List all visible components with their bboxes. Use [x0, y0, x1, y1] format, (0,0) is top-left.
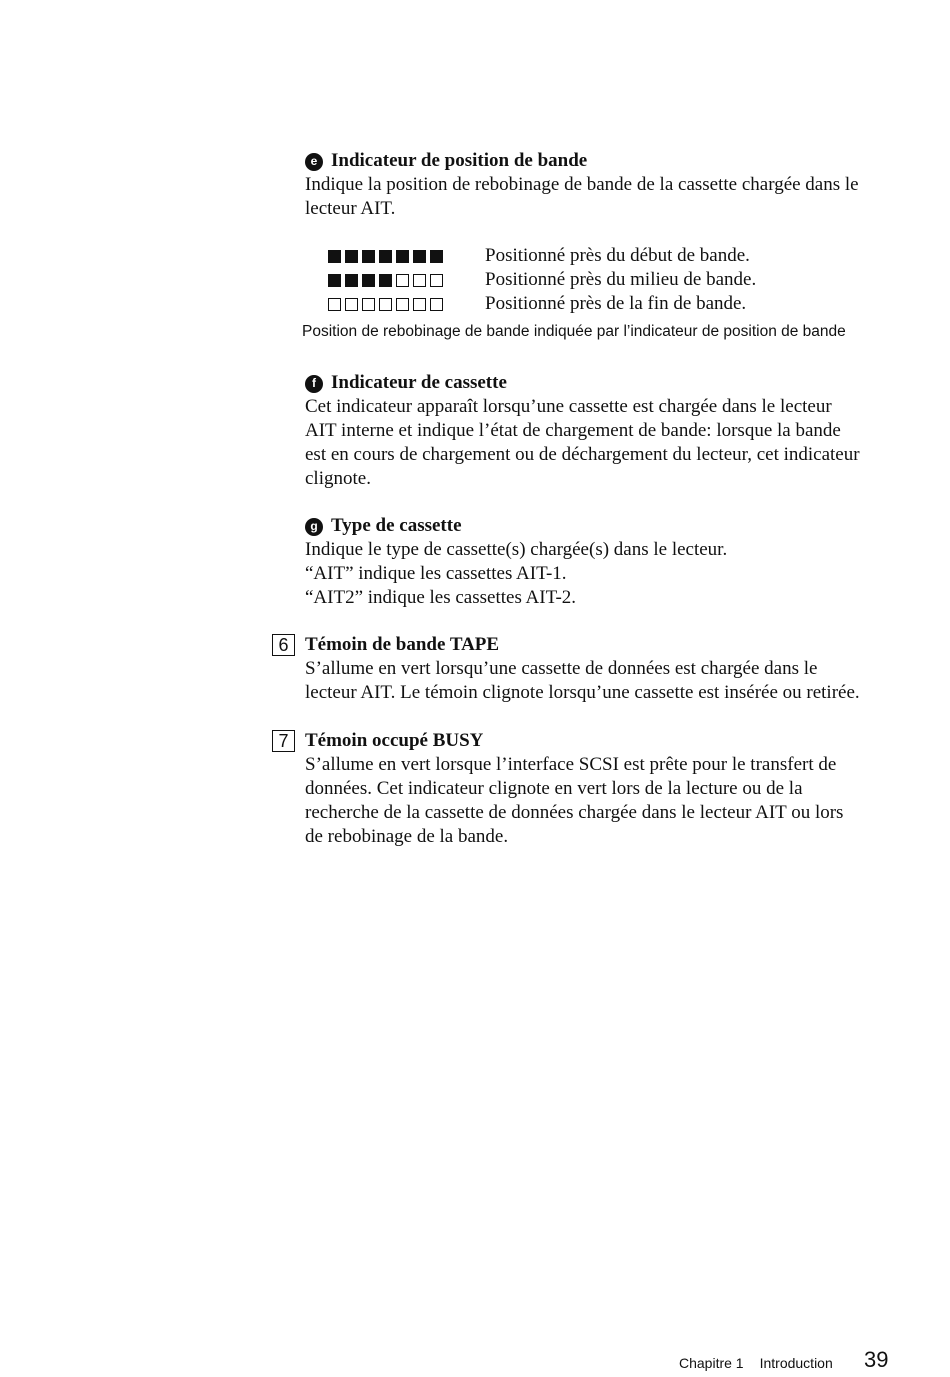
section-7-body [305, 753, 905, 849]
section-g-heading [305, 514, 462, 538]
section-g-body [305, 538, 905, 610]
filled-square-icon [413, 250, 426, 263]
indicator-row-end [328, 292, 447, 316]
filled-square-icon [396, 250, 409, 263]
section-g-title: Type de cassette [331, 515, 462, 536]
section-g-line-3: “AIT2” indique les cassettes AIT-2. [305, 587, 577, 608]
empty-square-icon [396, 298, 409, 311]
indicator-row-middle [328, 268, 447, 292]
footer-chapter-title: Introduction [759, 1355, 833, 1371]
filled-square-icon [362, 250, 375, 263]
section-e-line-2: lecteur AIT. [305, 198, 396, 219]
figure-caption: Position de rebobinage de bande indiquée par l’indicateur de position de bande [302, 323, 846, 340]
filled-square-icon [345, 274, 358, 287]
filled-square-icon [345, 250, 358, 263]
filled-square-icon [328, 274, 341, 287]
empty-square-icon [430, 298, 443, 311]
section-6-body [305, 657, 915, 705]
filled-square-icon [328, 250, 341, 263]
filled-square-icon [430, 250, 443, 263]
empty-square-icon [345, 298, 358, 311]
section-e-line-1: Indique la position de rebobinage de bande de la cassette chargée dans le [305, 174, 859, 195]
empty-square-icon [362, 298, 375, 311]
empty-square-icon [396, 274, 409, 287]
footer-chapter [679, 1355, 833, 1371]
empty-square-icon [413, 274, 426, 287]
section-f-title: Indicateur de cassette [331, 372, 507, 393]
section-f-line-2: AIT interne et indique l’état de chargement de bande: lorsque la bande [305, 420, 841, 441]
section-7-line-4: de rebobinage de la bande. [305, 826, 509, 847]
section-f-line-1: Cet indicateur apparaît lorsqu’une cassette est chargée dans le lecteur [305, 396, 832, 417]
section-f-line-4: clignote. [305, 468, 371, 489]
indicator-row-start [328, 244, 447, 268]
indicator-label-middle: Positionné près du milieu de bande. [485, 269, 757, 290]
section-g-line-2: “AIT” indique les cassettes AIT-1. [305, 563, 567, 584]
footer-chapter-label: Chapitre 1 [679, 1355, 744, 1371]
empty-square-icon [379, 298, 392, 311]
section-7-number-box: 7 [272, 730, 295, 752]
empty-square-icon [328, 298, 341, 311]
filled-square-icon [379, 250, 392, 263]
section-e-title: Indicateur de position de bande [331, 150, 588, 171]
section-e-heading [305, 149, 587, 173]
section-6-number-box: 6 [272, 634, 295, 656]
empty-square-icon [413, 298, 426, 311]
circled-f-marker: f [305, 375, 323, 393]
section-6-line-2: lecteur AIT. Le témoin clignote lorsqu’une cassette est insérée ou retirée. [305, 682, 860, 703]
section-7-line-3: recherche de la cassette de données chargée dans le lecteur AIT ou lors [305, 802, 844, 823]
indicator-label-end: Positionné près de la fin de bande. [485, 293, 747, 314]
filled-square-icon [379, 274, 392, 287]
section-f-heading [305, 371, 507, 395]
section-f-body [305, 395, 905, 491]
indicator-label-start: Positionné près du début de bande. [485, 245, 750, 266]
empty-square-icon [430, 274, 443, 287]
section-6-line-1: S’allume en vert lorsqu’une cassette de données est chargée dans le [305, 658, 818, 679]
section-g-line-1: Indique le type de cassette(s) chargée(s) dans le lecteur. [305, 539, 728, 560]
page-number: 39 [864, 1347, 889, 1372]
circled-e-marker: e [305, 153, 323, 171]
section-7-line-1: S’allume en vert lorsque l’interface SCSI est prête pour le transfert de [305, 754, 837, 775]
section-f-line-3: est en cours de chargement ou de déchargement du lecteur, cet indicateur [305, 444, 860, 465]
filled-square-icon [362, 274, 375, 287]
section-7-line-2: données. Cet indicateur clignote en vert lors de la lecture ou de la [305, 778, 803, 799]
circled-g-marker: g [305, 518, 323, 536]
section-6-title: Témoin de bande TAPE [305, 634, 500, 655]
section-7-title: Témoin occupé BUSY [305, 730, 484, 751]
section-e-body [305, 173, 905, 221]
